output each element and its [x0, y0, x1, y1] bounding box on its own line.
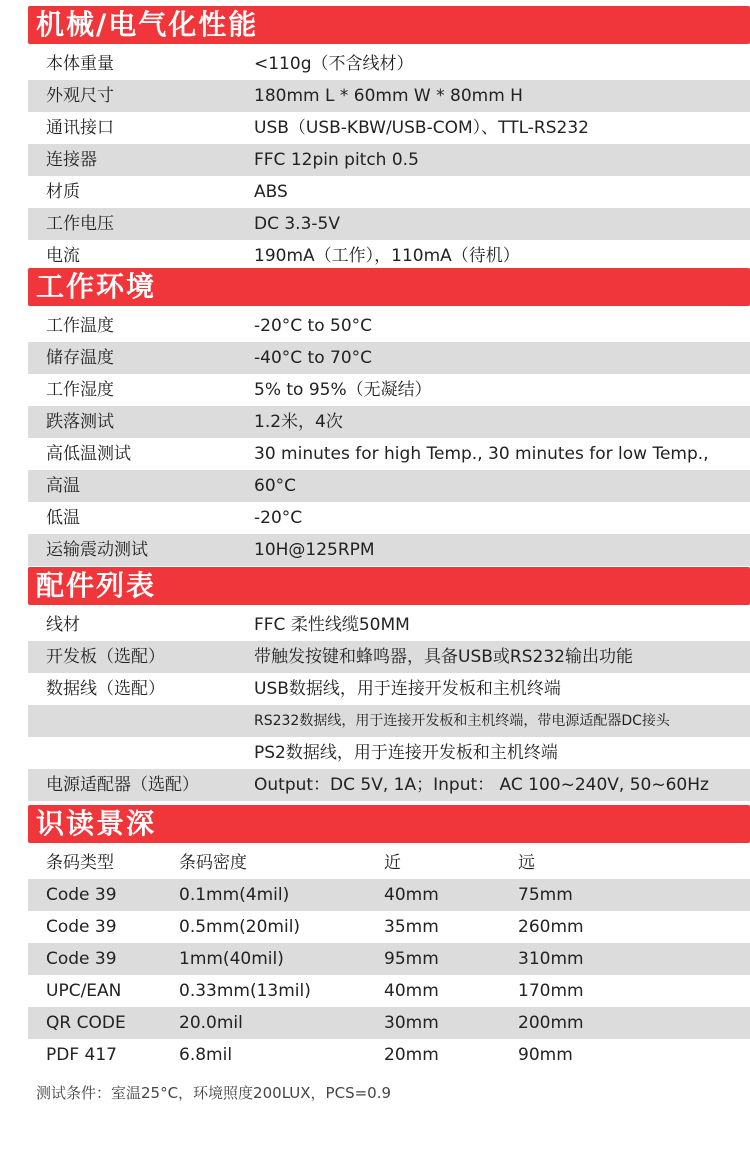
table-cell: 20mm — [384, 1045, 439, 1065]
spec-row — [28, 534, 750, 566]
table-row — [28, 943, 750, 975]
spec-key: 数据线（选配） — [46, 679, 165, 699]
spec-key: 工作电压 — [46, 214, 114, 234]
spec-row — [28, 374, 750, 406]
spec-row — [28, 737, 750, 769]
spec-value: 5% to 95%（无凝结） — [254, 380, 432, 400]
table-cell: 260mm — [518, 917, 584, 937]
spec-value: FFC 柔性线缆50MM — [254, 615, 410, 635]
spec-key: 本体重量 — [46, 54, 114, 74]
spec-row — [28, 112, 750, 144]
spec-key: 低温 — [46, 508, 80, 528]
column-header: 远 — [518, 853, 535, 873]
spec-row — [28, 470, 750, 502]
table-cell: 0.5mm(20mil) — [179, 917, 301, 937]
spec-row — [28, 406, 750, 438]
table-cell: Code 39 — [46, 949, 117, 969]
table-cell: 30mm — [384, 1013, 439, 1033]
spec-key: 线材 — [46, 615, 80, 635]
spec-value: 10H@125RPM — [254, 540, 375, 560]
spec-key: 开发板（选配） — [46, 647, 165, 667]
spec-value: USB（USB-KBW/USB-COM）、TTL-RS232 — [254, 118, 589, 138]
table-cell: 40mm — [384, 981, 439, 1001]
section-environment — [28, 268, 750, 566]
spec-key: 材质 — [46, 182, 80, 202]
spec-row — [28, 342, 750, 374]
spec-value: -20°C to 50°C — [254, 316, 373, 336]
spec-key: 高低温测试 — [46, 444, 131, 464]
spec-key: 连接器 — [46, 150, 97, 170]
spec-row — [28, 609, 750, 641]
spec-value: PS2数据线，用于连接开发板和主机终端 — [254, 743, 558, 763]
table-row — [28, 975, 750, 1007]
spec-key: 跌落测试 — [46, 412, 114, 432]
column-header: 条码密度 — [179, 853, 247, 873]
table-cell: 40mm — [384, 885, 439, 905]
test-conditions-note: 测试条件：室温25°C，环境照度200LUX，PCS=0.9 — [36, 1084, 392, 1102]
spec-row — [28, 705, 750, 737]
spec-value: 190mA（工作），110mA（待机） — [254, 246, 520, 266]
spec-key: 储存温度 — [46, 348, 114, 368]
section-mechanical — [28, 6, 750, 272]
table-cell: 95mm — [384, 949, 439, 969]
section-title: 工作环境 — [28, 268, 750, 306]
table-cell: Code 39 — [46, 885, 117, 905]
spec-row — [28, 438, 750, 470]
spec-row — [28, 310, 750, 342]
spec-value: 60°C — [254, 476, 297, 496]
column-header: 条码类型 — [46, 853, 114, 873]
spec-value: Output：DC 5V, 1A；Input： AC 100~240V, 50~60Hz — [254, 775, 709, 795]
table-row — [28, 879, 750, 911]
spec-row — [28, 208, 750, 240]
spec-value: -20°C — [254, 508, 303, 528]
table-cell: QR CODE — [46, 1013, 126, 1033]
spec-row — [28, 641, 750, 673]
table-cell: 90mm — [518, 1045, 573, 1065]
spec-key: 外观尺寸 — [46, 86, 114, 106]
table-cell: 0.33mm(13mil) — [179, 981, 311, 1001]
spec-row — [28, 673, 750, 705]
table-cell: UPC/EAN — [46, 981, 122, 1001]
spec-key: 电源适配器（选配） — [46, 775, 199, 795]
spec-row — [28, 769, 750, 801]
table-row — [28, 1039, 750, 1071]
spec-value: <110g（不含线材） — [254, 54, 414, 74]
spec-value: 180mm L * 60mm W * 80mm H — [254, 86, 523, 106]
table-cell: 20.0mil — [179, 1013, 243, 1033]
table-cell: 170mm — [518, 981, 584, 1001]
table-row — [28, 911, 750, 943]
spec-key: 工作温度 — [46, 316, 114, 336]
spec-value: USB数据线，用于连接开发板和主机终端 — [254, 679, 561, 699]
spec-value: FFC 12pin pitch 0.5 — [254, 150, 419, 170]
column-header: 近 — [384, 853, 401, 873]
table-cell: Code 39 — [46, 917, 117, 937]
table-cell: 35mm — [384, 917, 439, 937]
section-title: 机械/电气化性能 — [28, 6, 750, 44]
spec-row — [28, 144, 750, 176]
table-cell: 200mm — [518, 1013, 584, 1033]
table-cell: 75mm — [518, 885, 573, 905]
section-title: 识读景深 — [28, 805, 750, 843]
spec-value: RS232数据线，用于连接开发板和主机终端，带电源适配器DC接头 — [254, 713, 670, 729]
spec-value: ABS — [254, 182, 288, 202]
spec-value: DC 3.3-5V — [254, 214, 340, 234]
spec-row — [28, 176, 750, 208]
spec-row — [28, 502, 750, 534]
section-accessories — [28, 567, 750, 801]
table-cell: 6.8mil — [179, 1045, 233, 1065]
spec-row — [28, 80, 750, 112]
spec-row — [28, 48, 750, 80]
spec-value: -40°C to 70°C — [254, 348, 373, 368]
table-cell: 0.1mm(4mil) — [179, 885, 290, 905]
spec-key: 工作湿度 — [46, 380, 114, 400]
section-depth — [28, 805, 750, 1071]
spec-key: 电流 — [46, 246, 80, 266]
spec-value: 1.2米，4次 — [254, 412, 343, 432]
table-cell: 1mm(40mil) — [179, 949, 284, 969]
spec-key: 通讯接口 — [46, 118, 114, 138]
section-title: 配件列表 — [28, 567, 750, 605]
table-cell: 310mm — [518, 949, 584, 969]
table-cell: PDF 417 — [46, 1045, 117, 1065]
spec-key: 高温 — [46, 476, 80, 496]
table-header-row — [28, 847, 750, 879]
spec-value: 30 minutes for high Temp., 30 minutes for low Temp., — [254, 444, 709, 464]
spec-value: 带触发按键和蜂鸣器，具备USB或RS232输出功能 — [254, 647, 633, 667]
table-row — [28, 1007, 750, 1039]
spec-key: 运输震动测试 — [46, 540, 148, 560]
